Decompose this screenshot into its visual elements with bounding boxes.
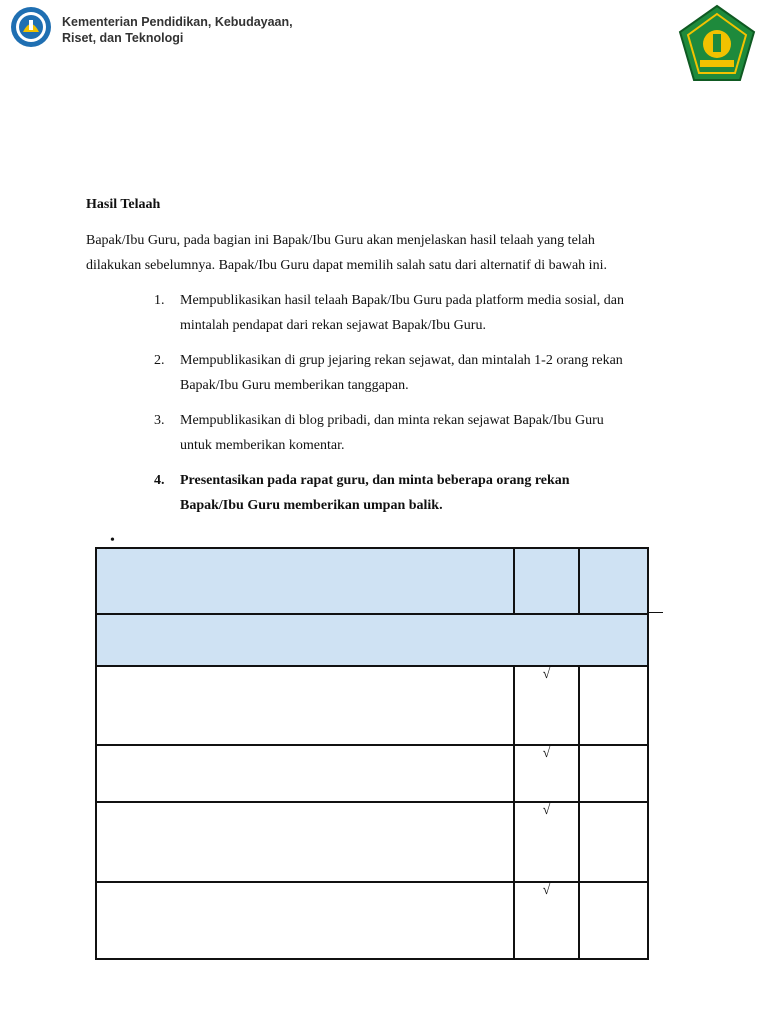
table-cell [96, 882, 514, 959]
alternative-item-selected [152, 468, 682, 518]
table-cell [579, 745, 648, 802]
table-header-cell [96, 548, 514, 614]
ministry-name-line1: Kementerian Pendidikan, Kebudayaan, [62, 15, 293, 29]
kemenag-emblem-icon [676, 4, 758, 84]
review-table [95, 547, 649, 960]
alternatives-list [152, 288, 682, 528]
table-row [96, 882, 648, 959]
table-cell [579, 666, 648, 745]
table-header-cell [579, 548, 648, 614]
alternative-text: mintalah pendapat dari rekan sejawat Bapak/Ibu Guru. [180, 318, 486, 333]
alternative-text: Bapak/Ibu Guru memberikan tanggapan. [180, 378, 409, 393]
table-row [96, 745, 648, 802]
alternative-text: Mempublikasikan di blog pribadi, dan minta rekan sejawat Bapak/Ibu Guru [180, 413, 604, 428]
check-mark: √ [514, 745, 579, 802]
table-cell [96, 802, 514, 882]
check-mark: √ [514, 666, 579, 745]
alternative-text: Presentasikan pada rapat guru, dan minta beberapa orang rekan [180, 473, 570, 488]
table-cell [96, 745, 514, 802]
alternative-item [152, 288, 682, 338]
intro-line: Bapak/Ibu Guru, pada bagian ini Bapak/Ibu Guru akan menjelaskan hasil telaah yang telah [86, 233, 595, 248]
tut-wuri-handayani-logo-icon [10, 6, 52, 48]
alternative-text: Mempublikasikan hasil telaah Bapak/Ibu Guru pada platform media sosial, dan [180, 293, 624, 308]
alternative-text: untuk memberikan komentar. [180, 438, 345, 453]
table-cell [579, 802, 648, 882]
intro-line: dilakukan sebelumnya. Bapak/Ibu Guru dapat memilih salah satu dari alternatif di bawah ini. [86, 258, 607, 273]
intro-paragraph [86, 228, 686, 278]
ministry-name [62, 14, 293, 46]
ministry-name-line2: Riset, dan Teknologi [62, 31, 184, 45]
table-row [96, 802, 648, 882]
alternative-number: 4. [154, 473, 165, 488]
alternative-number: 3. [154, 413, 165, 428]
alternative-item [152, 348, 682, 398]
bullet-point: • [110, 533, 115, 548]
check-mark: √ [514, 802, 579, 882]
table-header-cell [514, 548, 579, 614]
section-title: Hasil Telaah [86, 197, 161, 212]
check-mark: √ [514, 882, 579, 959]
alternative-text: Mempublikasikan di grup jejaring rekan sejawat, dan mintalah 1-2 orang rekan [180, 353, 623, 368]
alternative-item [152, 408, 682, 458]
alternative-text: Bapak/Ibu Guru memberikan umpan balik. [180, 498, 443, 513]
table-row [96, 666, 648, 745]
table-subheader-cell [96, 614, 648, 666]
table-cell [579, 882, 648, 959]
table-cell [96, 666, 514, 745]
table-border-extension [648, 612, 663, 613]
alternative-number: 2. [154, 353, 165, 368]
alternative-number: 1. [154, 293, 165, 308]
